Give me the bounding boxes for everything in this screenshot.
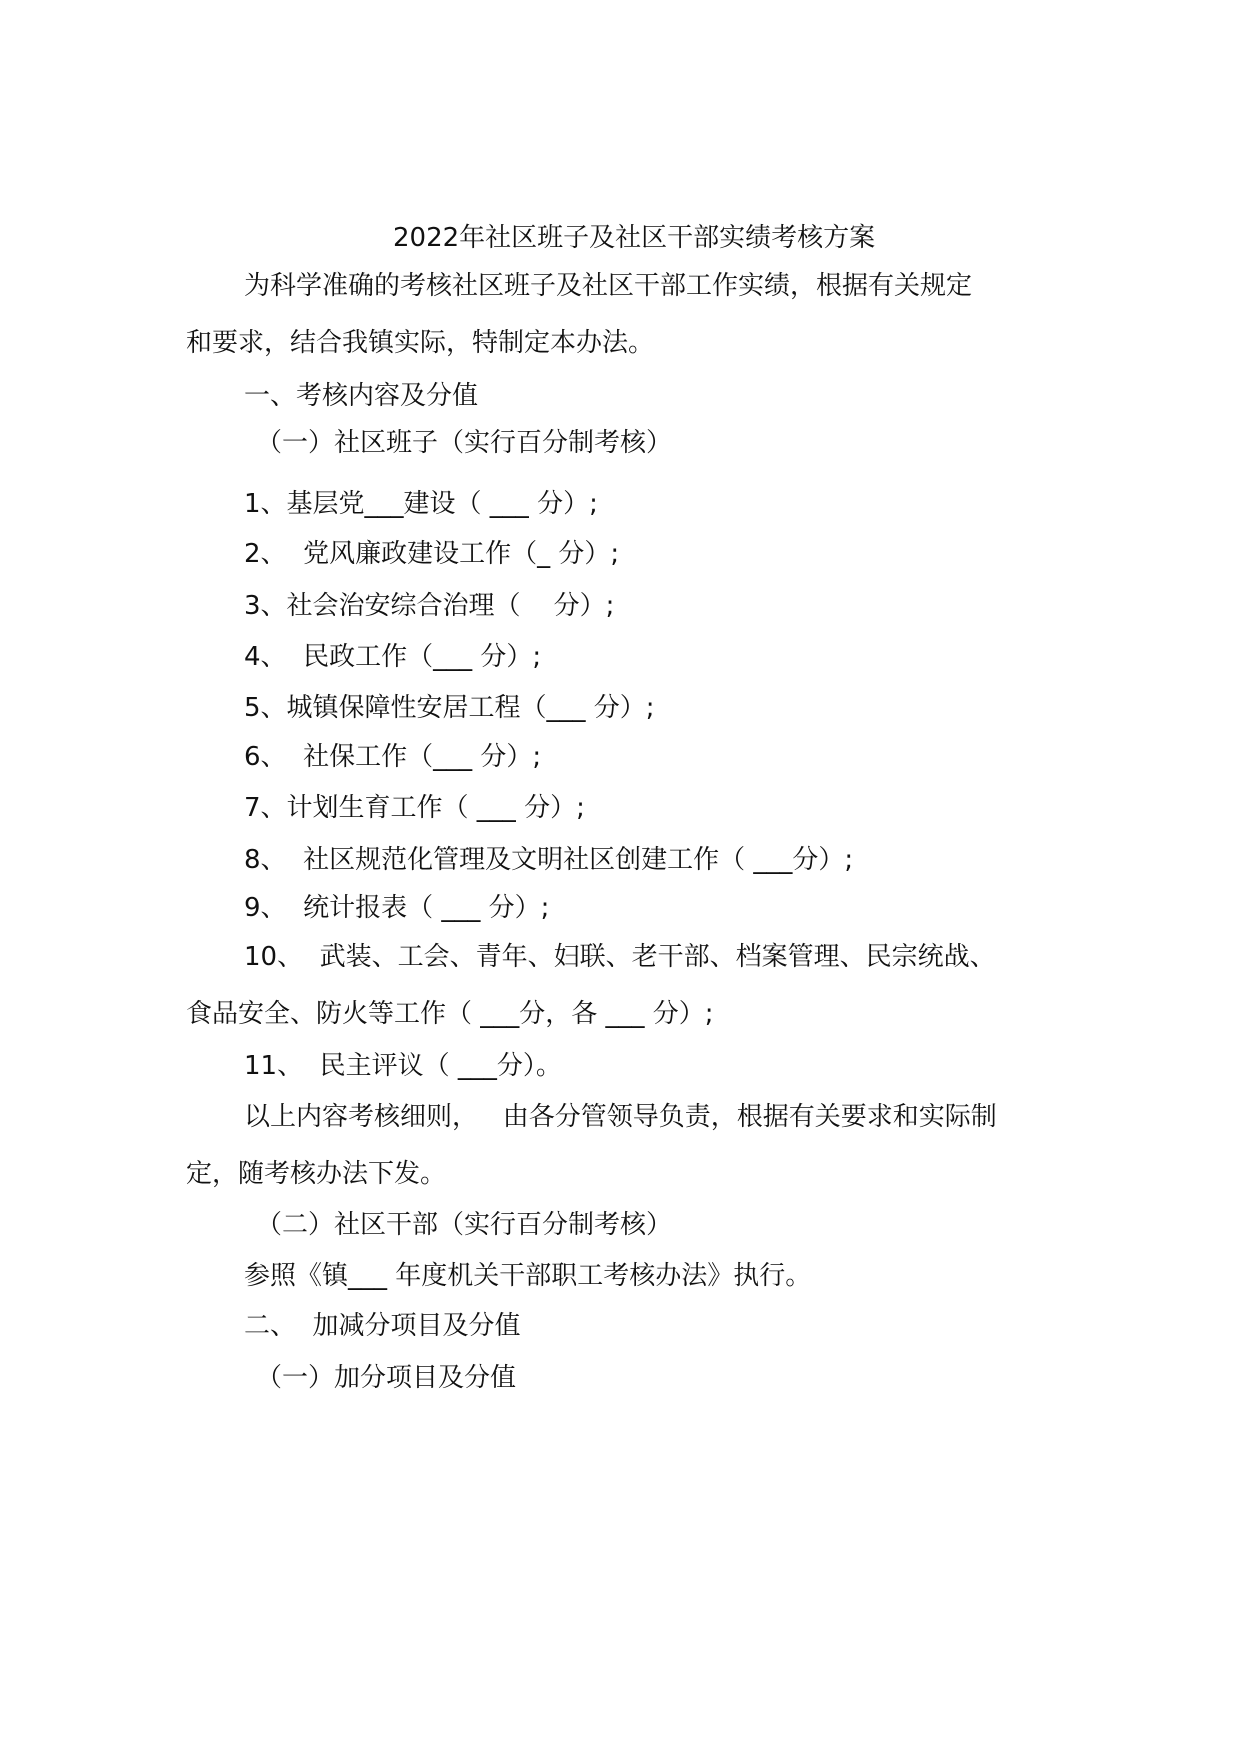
document-title: 2022年社区班子及社区干部实绩考核方案 <box>393 223 876 253</box>
list-item-5: 5、城镇保障性安居工程（___ 分）; <box>244 693 655 723</box>
detail-line-1: 以上内容考核细则， 由各分管领导负责，根据有关要求和实际制 <box>244 1102 997 1132</box>
list-item-4: 4、 民政工作（___ 分）; <box>244 642 542 672</box>
intro-line-1: 为科学准确的考核社区班子及社区干部工作实绩，根据有关规定 <box>244 271 973 301</box>
list-item-10: 10、 武装、工会、青年、妇联、老干部、档案管理、民宗统战、 <box>244 942 996 972</box>
section-1-subheading-2: （二）社区干部（实行百分制考核） <box>256 1210 673 1240</box>
sub-2-text: 参照《镇___ 年度机关干部职工考核办法》执行。 <box>244 1261 812 1291</box>
section-1-subheading-1: （一）社区班子（实行百分制考核） <box>256 428 673 458</box>
list-item-6: 6、 社保工作（___ 分）; <box>244 742 542 772</box>
list-item-10-continued: 食品安全、防火等工作（ ___分，各 ___ 分）; <box>186 999 714 1029</box>
detail-line-2: 定，随考核办法下发。 <box>186 1159 447 1189</box>
list-item-3: 3、社会治安综合治理（ 分）; <box>244 591 615 621</box>
list-item-11: 11、 民主评议（ ___分）。 <box>244 1051 562 1081</box>
intro-line-2: 和要求，结合我镇实际，特制定本办法。 <box>186 328 655 358</box>
section-2-heading: 二、 加减分项目及分值 <box>244 1311 521 1341</box>
list-item-2: 2、 党风廉政建设工作（_ 分）; <box>244 539 620 569</box>
list-item-9: 9、 统计报表（ ___ 分）; <box>244 893 550 923</box>
list-item-1: 1、基层党___建设（ ___ 分）; <box>244 489 598 519</box>
section-2-subheading-1: （一）加分项目及分值 <box>256 1363 517 1393</box>
list-item-8: 8、 社区规范化管理及文明社区创建工作（ ___分）; <box>244 845 854 875</box>
section-1-heading: 一、考核内容及分值 <box>244 381 479 411</box>
list-item-7: 7、计划生育工作（ ___ 分）; <box>244 793 585 823</box>
